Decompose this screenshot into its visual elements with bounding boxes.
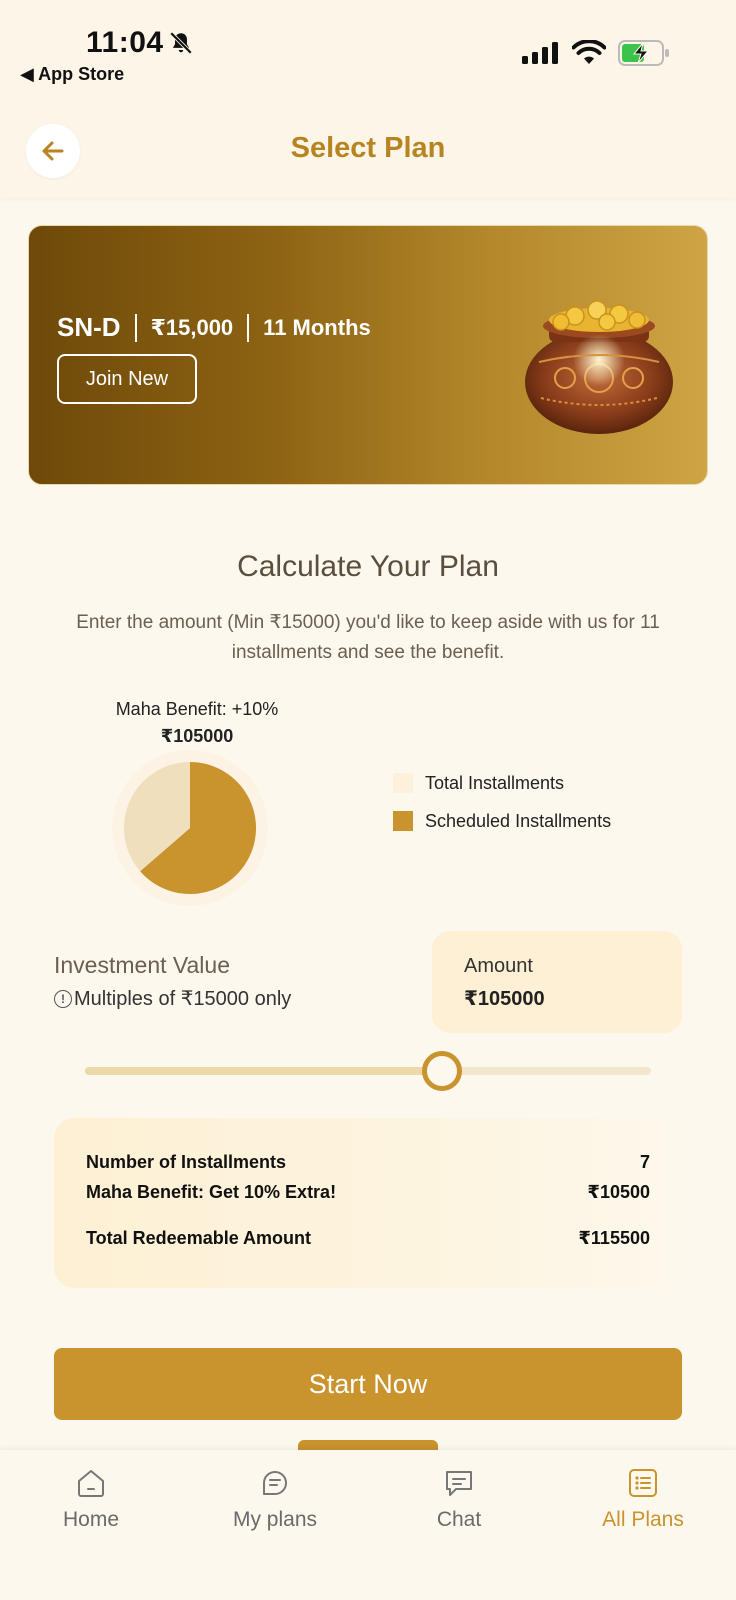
summary-row-benefit xyxy=(86,1182,650,1203)
amount-card xyxy=(432,931,682,1033)
legend-label: Total Installments xyxy=(425,772,565,793)
tab-label: Chat xyxy=(436,1508,482,1531)
plan-code: SN-D xyxy=(57,312,121,342)
pie-label-amount: ₹105000 xyxy=(160,726,234,746)
plan-duration: 11 Months xyxy=(263,314,371,340)
tab-all-plans[interactable] xyxy=(568,1466,718,1532)
plan-summary-card xyxy=(54,1118,682,1288)
amount-label: Amount xyxy=(464,955,533,977)
amount-value: ₹105000 xyxy=(464,988,545,1010)
plan-amount: ₹15,000 xyxy=(150,314,234,340)
calculator-title: Calculate Your Plan xyxy=(237,550,499,583)
installments-pie-chart xyxy=(110,748,270,908)
plans-icon xyxy=(258,1466,292,1500)
tab-my-plans[interactable] xyxy=(200,1466,350,1532)
status-bar xyxy=(0,0,736,110)
calculator-description: Enter the amount (Min ₹15000) you'd like to keep aside with us for 11 installments and see the benefit. xyxy=(76,612,660,663)
tab-chat[interactable] xyxy=(384,1466,534,1532)
legend-item-total xyxy=(393,772,611,794)
battery-charging-icon xyxy=(618,40,670,66)
top-app-bar xyxy=(0,110,736,198)
list-icon xyxy=(626,1466,660,1500)
tab-home[interactable] xyxy=(16,1466,166,1532)
tab-label: All Plans xyxy=(602,1508,684,1531)
investment-note-text: Multiples of ₹15000 only xyxy=(74,988,292,1010)
signal-icon xyxy=(522,41,560,65)
slider-fill xyxy=(85,1067,442,1075)
bottom-tab-bar xyxy=(0,1450,736,1600)
tab-label: Home xyxy=(62,1508,120,1531)
summary-label: Maha Benefit: Get 10% Extra! xyxy=(86,1182,337,1202)
summary-value: 7 xyxy=(639,1152,650,1172)
pie-legend xyxy=(393,772,611,848)
investment-note xyxy=(54,986,291,1011)
summary-value: ₹115500 xyxy=(578,1228,650,1248)
divider xyxy=(247,314,249,342)
summary-row-installments xyxy=(86,1152,650,1173)
start-now-button[interactable]: Start Now xyxy=(54,1348,682,1420)
investment-slider[interactable] xyxy=(85,1067,651,1075)
slider-thumb[interactable] xyxy=(422,1051,462,1091)
pie-label xyxy=(92,696,302,750)
divider xyxy=(135,314,137,342)
bell-muted-icon xyxy=(168,30,194,56)
join-new-button[interactable]: Join New xyxy=(57,354,197,404)
legend-swatch-total xyxy=(393,773,413,793)
legend-swatch-scheduled xyxy=(393,811,413,831)
wifi-icon xyxy=(572,40,606,66)
status-icons xyxy=(522,40,670,66)
page-title: Select Plan xyxy=(290,132,446,164)
summary-label: Number of Installments xyxy=(86,1152,287,1172)
info-icon: ! xyxy=(54,990,72,1008)
summary-label: Total Redeemable Amount xyxy=(86,1228,312,1248)
plan-summary-line xyxy=(57,312,371,343)
home-icon xyxy=(74,1466,108,1500)
back-to-app-store[interactable]: ◀ App Store xyxy=(20,64,125,84)
investment-value-label: Investment Value xyxy=(54,952,231,978)
pie-label-benefit: Maha Benefit: +10% xyxy=(115,699,279,719)
gold-pot-icon xyxy=(519,286,679,436)
tab-label: My plans xyxy=(232,1508,318,1531)
legend-item-scheduled xyxy=(393,810,611,832)
legend-label: Scheduled Installments xyxy=(425,810,612,831)
summary-row-total xyxy=(86,1228,650,1249)
status-time: 11:04 xyxy=(86,26,164,59)
plan-banner xyxy=(28,225,708,485)
summary-value: ₹10500 xyxy=(587,1182,650,1202)
chat-icon xyxy=(442,1466,476,1500)
